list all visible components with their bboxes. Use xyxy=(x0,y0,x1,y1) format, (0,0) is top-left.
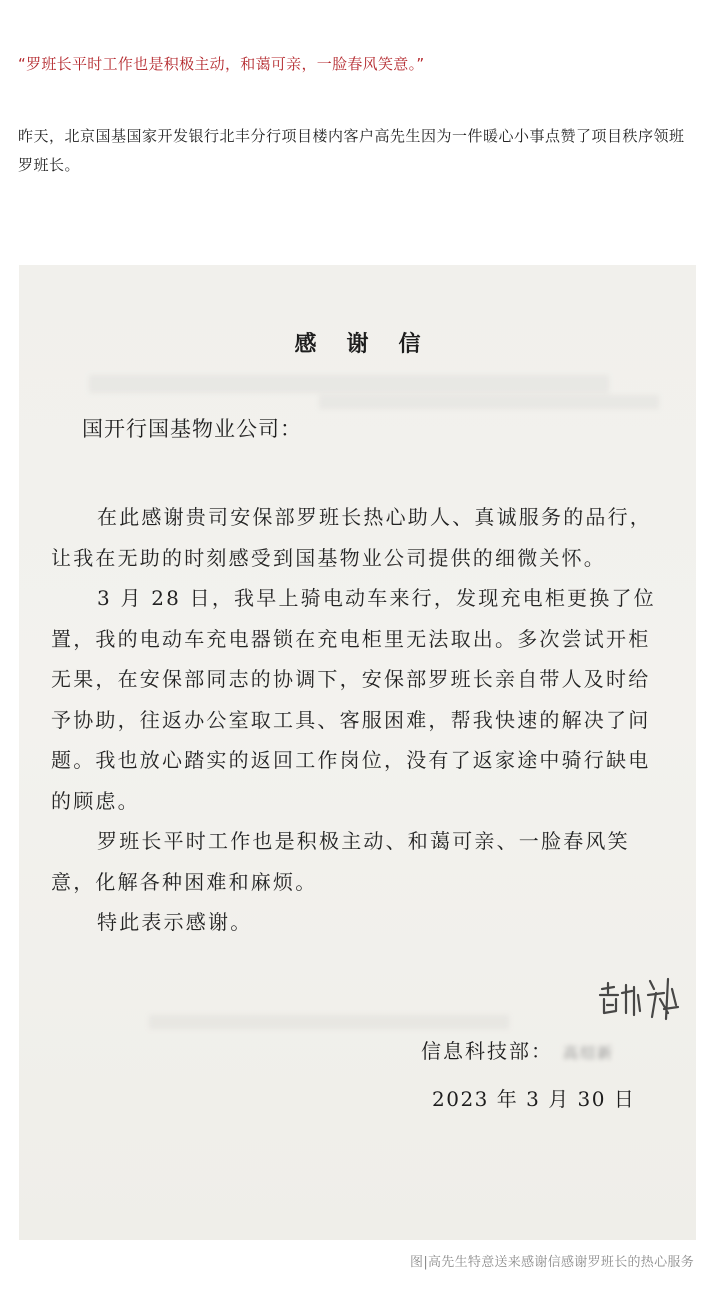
letter-recipient: 国开行国基物业公司： xyxy=(82,417,302,441)
letter-paragraph: 罗班长平时工作也是积极主动、和蔼可亲、一脸春风笑意，化解各种困难和麻烦。 xyxy=(51,829,630,894)
intro-paragraph: 昨天，北京国基国家开发银行北丰分行项目楼内客户高先生因为一件暖心小事点赞了项目秩序领班罗班长。 xyxy=(18,127,685,174)
letter-paragraph: 在此感谢贵司安保部罗班长热心助人、真诚服务的品行，让我在无助的时刻感受到国基物业公司提供的细微关怀。 xyxy=(51,505,652,570)
paper-bleed-shadow xyxy=(89,375,609,393)
paper-bleed-shadow xyxy=(319,395,659,409)
letter-paragraph: 3 月 28 日，我早上骑电动车来行，发现充电柜更换了位置，我的电动车充电器锁在充电柜里无法取出。多次尝试开柜无果，在安保部同志的协调下，安保部罗班长亲自带人及时给予协助，往返办公室取工具、客服困难，帮我快速的解决了问题。我也放心踏实的返回工作岗位，没有了返家途中骑行缺电的顾虑。 xyxy=(51,586,656,813)
letter-photo xyxy=(19,265,696,1240)
handwritten-signature xyxy=(594,965,684,1035)
department-label: 信息科技部： xyxy=(421,1039,553,1063)
letter-paragraph: 特此表示感谢。 xyxy=(97,910,253,934)
letter-date: 2023 年 3 月 30 日 xyxy=(432,1087,636,1111)
paper-bleed-shadow xyxy=(149,1015,509,1029)
highlight-quote: “罗班长平时工作也是积极主动，和蔼可亲，一脸春风笑意。” xyxy=(18,55,425,73)
letter-title: 感谢信 xyxy=(294,331,451,357)
blurred-signer-name: 高绍新 xyxy=(563,1044,615,1062)
photo-caption: 图|高先生特意送来感谢信感谢罗班长的热心服务 xyxy=(410,1255,694,1270)
letter-body xyxy=(51,497,657,943)
letter-signoff xyxy=(421,1035,618,1065)
